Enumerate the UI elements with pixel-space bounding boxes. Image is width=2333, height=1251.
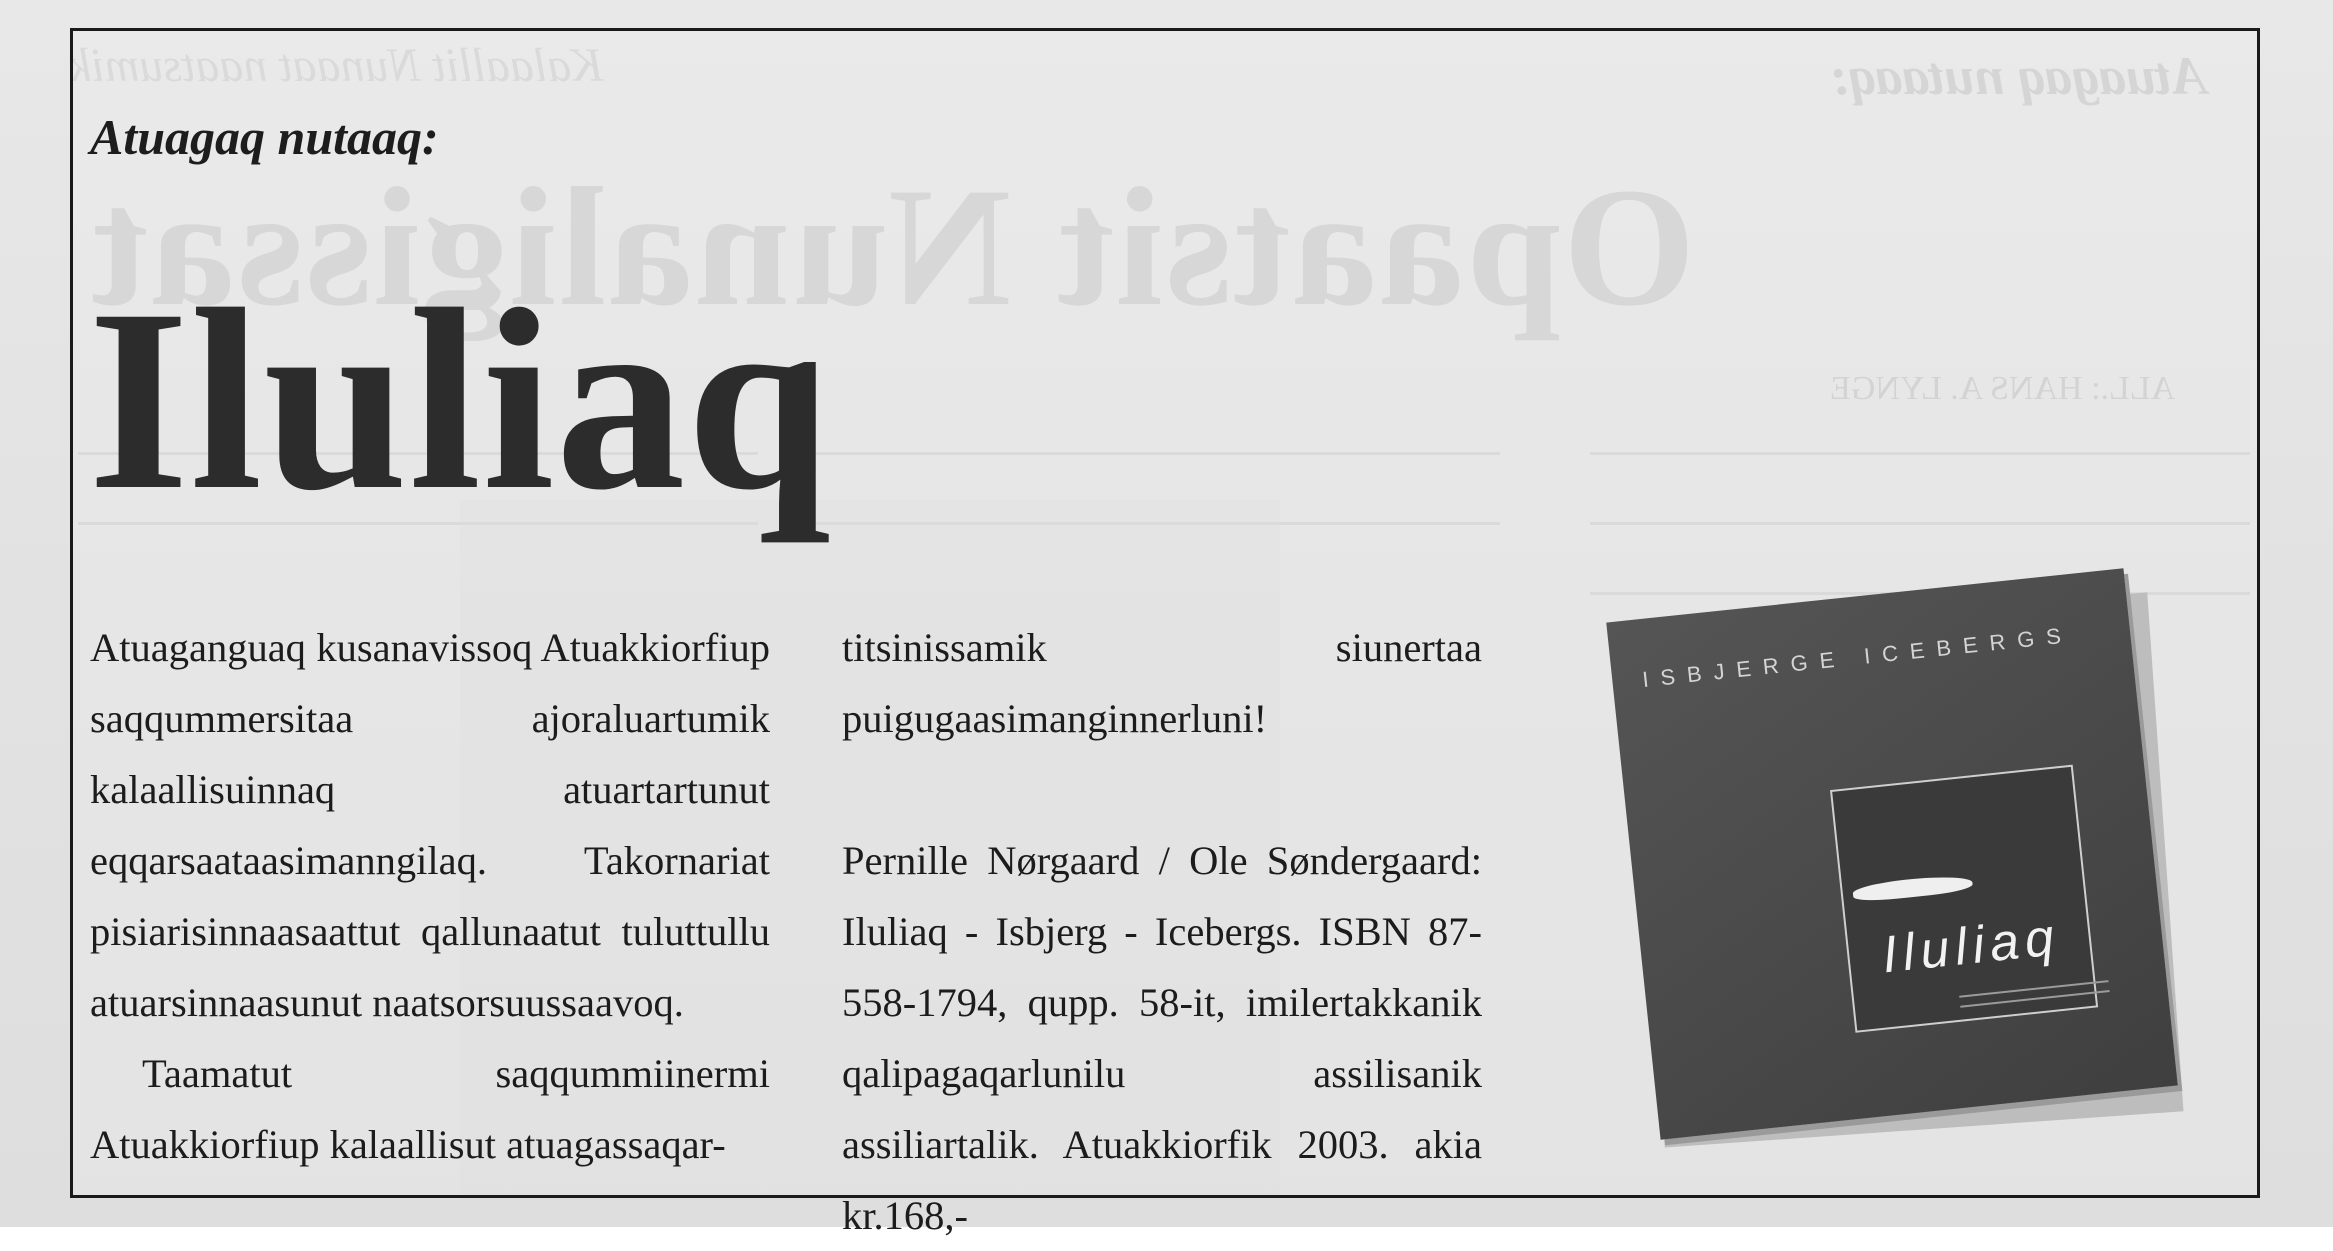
cover-title-text: Iluliaq <box>1879 908 2063 985</box>
iceberg-shape <box>1852 873 1973 903</box>
ghost-headline: Opaatsit Nunaligissat <box>90 153 1696 341</box>
paragraph-gap <box>842 754 1482 825</box>
article-column-2 <box>842 612 1482 1251</box>
article-title: Iluliaq <box>88 256 833 544</box>
paragraph: Taamatut saqqummiinermi Atuakkiorfiup kalaallisut atuagassaqar- <box>90 1051 770 1167</box>
ghost-header-right: Atuagaq nutaaq: <box>1830 46 2207 106</box>
cover-series-text: ISBJERGE ICEBERGS <box>1641 621 2074 693</box>
ghost-header-left: Kalaallit Nunaat naatsumik <box>70 39 604 92</box>
book-cover-image <box>1616 580 2196 1160</box>
ghost-byline: ALL.: HANS A. LYNGE <box>1830 370 2176 407</box>
article-column-1 <box>90 612 770 1180</box>
article-kicker: Atuagaq nutaaq: <box>90 109 439 165</box>
paragraph: Atuaganguaq kusanavissoq Atuakkiorfiup saqqummersitaa ajoraluartumik kalaallisuinnaq atuartartunut eqqarsaataasimanngilaq. Takornariat pisiarisinnaasaattut qallunaatut tuluttullu atuarsinnaasunut naatsorsuussaavoq. <box>90 625 770 1025</box>
book-cover <box>1606 568 2178 1140</box>
book-reference: Pernille Nørgaard / Ole Søndergaard: Iluliaq - Isbjerg - Icebergs. ISBN 87-558-1794, qupp. 58-it, imilertakkanik qalipagaqarlunilu assilisanik assiliartalik. Atuakkiorfik 2003. akia kr.168,- <box>842 838 1482 1238</box>
paragraph: titsinissamik siunertaa puigugaasimanginnerluni! <box>842 625 1482 741</box>
